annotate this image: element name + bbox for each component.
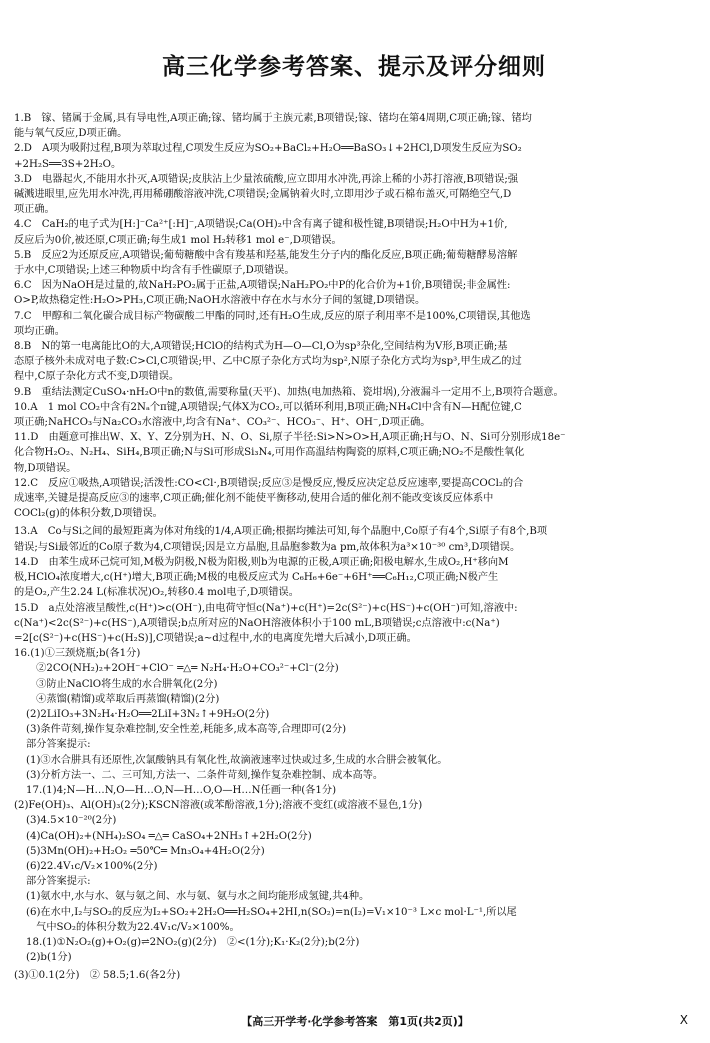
text-line: 极,HClO₄浓度增大,c(H⁺)增大,B项正确;M极的电极反应式为 C₆H₆+6e⁻+6H⁺══C₆H₁₂,C项正确;N极产生 xyxy=(14,572,499,584)
text-line: 成速率,关键是提高反应③的速率,C项正确;催化剂不能使平衡移动,使用合适的催化剂不能改变该反应体系中 xyxy=(14,493,494,505)
text-line: (2)b(1分) xyxy=(26,952,72,964)
text-line: 项正确。 xyxy=(14,204,55,216)
text-line: (6)在水中,I₂与SO₂的反应为I₂+SO₂+2H₂O══H₂SO₄+2HI,n(SO₂)=n(I₂)=V₁×10⁻³ L×c mol·L⁻¹,所以尾 xyxy=(26,906,517,918)
text-line: 15.D a点处溶液呈酸性,c(H⁺)>c(OH⁻),由电荷守恒c(Na⁺)+c(H⁺)=2c(S²⁻)+c(HS⁻)+c(OH⁻)可知,溶液中: xyxy=(14,602,518,614)
text-line: 4.C CaH₂的电子式为[H:]⁻Ca²⁺[:H]⁻,A项错误;Ca(OH)₂中含有离子键和极性键,B项错误;H₂O中H为+1价, xyxy=(14,219,508,231)
text-line: (6)22.4V₁c/V₂×100%(2分) xyxy=(26,860,158,872)
text-line: O>P,故热稳定性:H₂O>PH₃,C项正确;NaOH水溶液中存在水与水分子间的氢键,D项错误。 xyxy=(14,295,426,307)
text-line: 于水中,C项错误;上述三种物质中均含有手性碳原子,D项错误。 xyxy=(14,265,295,277)
text-line: 9.B 重结法测定CuSO₄·nH₂O中n的数值,需要称量(天平)、加热(电加热箱、瓷坩埚),分液漏斗一定用不上,B项符合题意。 xyxy=(14,386,564,398)
text-line: 部分答案提示: xyxy=(26,876,91,888)
corner-mark: X xyxy=(679,1013,688,1027)
text-line: 1.B 镓、锗属于金属,具有导电性,A项正确;镓、锗均属于主族元素,B项错误;镓、锗均在第4周期,C项正确;镓、锗均 xyxy=(14,113,532,124)
text-line: 5.B 反应2为还原反应,A项错误;葡萄糖酸中含有羧基和羟基,能发生分子内的酯化反应,B项正确;葡萄糖酵易溶解 xyxy=(14,249,518,261)
text-line: +2H₂S══3S+2H₂O。 xyxy=(14,158,122,170)
text-line: ②2CO(NH₂)₂+2OH⁻+ClO⁻ ═△═ N₂H₄·H₂O+CO₃²⁻+Cl⁻(2分) xyxy=(26,663,339,675)
answer-body xyxy=(14,111,694,984)
text-line: c(Na⁺)<2c(S²⁻)+c(HS⁻),A项错误;b点所对应的NaOH溶液体积小于100 mL,B项错误;c点溶液中:c(Na⁺) xyxy=(14,617,500,629)
text-line: (1)氨水中,水与水、氨与氨之间、水与氨、氨与水之间均能形成氢键,共4种。 xyxy=(26,891,370,903)
text-line: 3.D 电器起火,不能用水扑灭,A项错误;皮肤沾上少量浓硫酸,应立即用水冲洗,再涂上稀的小苏打溶液,B项错误;强 xyxy=(14,173,519,185)
text-line: 18.(1)①N₂O₂(g)+O₂(g)⇌2NO₂(g)(2分) ②<(1分);K₁·K₂(2分);b(2分) xyxy=(26,936,360,948)
text-line: 态原子核外未成对电子数:C>Cl,C项错误;甲、乙中C原子杂化方式均为sp²,N原子杂化方式均为sp³,甲生成乙的过 xyxy=(14,356,522,368)
text-line: 程中,C原子杂化方式不变,D项错误。 xyxy=(14,371,180,383)
text-line: 10.A 1 mol CO₂中含有2Nₐ个π键,A项错误;气体X为CO₂,可以循环利用,B项正确;NH₄Cl中含有N—H配位键,C xyxy=(14,401,522,413)
text-line: 部分答案提示: xyxy=(26,739,91,751)
text-line: 物,D项错误。 xyxy=(14,462,77,474)
text-line: 11.D 由题意可推出W、X、Y、Z分别为H、N、O、Si,原子半径:Si>N>O>H,A项正确;H与O、N、Si可分别形成18e⁻ xyxy=(14,432,566,444)
text-line: (3)4.5×10⁻²⁰(2分) xyxy=(26,815,117,827)
text-line: 化合物H₂O₂、N₂H₄、SiH₄,B项正确;N与Si可形成Si₃N₄,可用作高温结构陶瓷的原料,C项正确;NO₂不是酸性氧化 xyxy=(14,447,525,459)
text-line: 12.C 反应①吸热,A项错误;活泼性:CO<Cl·,B项错误;反应③是慢反应,慢反应决定总反应速率,要提高COCl₂的合 xyxy=(14,477,524,489)
text-line: 7.C 甲醇和二氧化碳合成目标产物碳酸二甲酯的同时,还有H₂O生成,反应的原子利用率不是100%,C项错误,其他选 xyxy=(14,310,531,322)
text-line: 17.(1)4;N—H…N,O—H…O,N—H…O,O—H…N任画一种(各1分) xyxy=(26,784,337,796)
text-line: 项正确;NaHCO₃与Na₂CO₃水溶液中,均含有Na⁺、CO₃²⁻、HCO₃⁻、H⁺、OH⁻,D项正确。 xyxy=(14,417,431,429)
text-line: 8.B N的第一电离能比O的大,A项错误;HClO的结构式为H—O—Cl,O为sp³杂化,空间结构为V形,B项正确;基 xyxy=(14,341,508,353)
text-line: COCl₂(g)的体积分数,D项错误。 xyxy=(14,508,163,520)
text-line: 能与氧气反应,D项正确。 xyxy=(14,128,128,140)
text-line: (3)分析方法一、二、三可知,方法一、二条件苛刻,操作复杂难控制、成本高等。 xyxy=(26,769,384,781)
text-line: ③防止NaClO将生成的水合肼氧化(2分) xyxy=(26,678,218,690)
text-line: 2.D A项为吸附过程,B项为萃取过程,C项发生反应为SO₂+BaCl₂+H₂O══BaSO₃↓+2HCl,D项发生反应为SO₂ xyxy=(14,143,522,155)
text-line: =2[c(S²⁻)+c(HS⁻)+c(H₂S)],C项错误;a~d过程中,水的电离度先增大后减小,D项正确。 xyxy=(14,632,417,644)
text-line: (5)3Mn(OH)₂+H₂O₂ ═50℃═ Mn₃O₄+4H₂O(2分) xyxy=(26,845,265,857)
text-line: 项均正确。 xyxy=(14,325,65,337)
text-line: (2)2LiIO₃+3N₂H₄·H₂O══2LiI+3N₂↑+9H₂O(2分) xyxy=(26,708,270,720)
page-footer: 【高三开学考·化学参考答案 第1页(共2页)】 xyxy=(241,1015,469,1028)
text-line: 6.C 因为NaOH是过量的,故NaH₂PO₂属于正盐,A项错误;NaH₂PO₂中P的化合价为+1价,B项错误;非金属性: xyxy=(14,280,511,292)
text-line: 碱溅进眼里,应先用水冲洗,再用稀硼酸溶液冲洗,C项错误;金属钠着火时,立即用沙子或石棉布盖灭,可隔绝空气,D xyxy=(14,189,512,201)
text-line: (3)①0.1(2分) ② 58.5;1.6(各2分) xyxy=(14,970,181,982)
text-line: 16.(1)①三颈烧瓶;b(各1分) xyxy=(14,648,141,660)
text-line: 的是O₂,产生2.24 L(标准状况)O₂,转移0.4 mol电子,D项错误。 xyxy=(14,587,299,599)
text-line: (2)Fe(OH)₃、Al(OH)₃(2分);KSCN溶液(或苯酚溶液,1分);溶液不变红(或溶液不显色,1分) xyxy=(14,800,423,812)
text-line: 13.A Co与Si之间的最短距离为体对角线的1/4,A项正确;根据均摊法可知,每个晶胞中,Co原子有4个,Si原子有8个,B项 xyxy=(14,526,548,538)
text-line: (3)条件苛刻,操作复杂难控制,安全性差,耗能多,成本高等,合理即可(2分) xyxy=(26,724,347,736)
text-line: 气中SO₂的体积分数为22.4V₁c/V₂×100%。 xyxy=(26,921,240,933)
text-line: ④蒸馏(精馏)或萃取后再蒸馏(精馏)(2分) xyxy=(26,693,220,705)
text-line: 错误;与Si最邻近的Co原子数为4,C项错误;因是立方晶胞,且晶胞参数为a pm,故体积为a³×10⁻³⁰ cm³,D项错误。 xyxy=(14,541,521,553)
page-title: 高三化学参考答案、提示及评分细则 xyxy=(162,54,546,80)
text-line: (1)③水合肼具有还原性,次氯酸钠具有氧化性,故滴液速率过快或过多,生成的水合肼会被氧化。 xyxy=(26,754,448,766)
text-line: 14.D 由苯生成环己烷可知,M极为阴极,N极为阳极,则b为电源的正极,A项正确;阳极电解水,生成O₂,H⁺移向M xyxy=(14,556,509,568)
text-line: 反应后为0价,被还原,C项正确;每生成1 mol H₂转移1 mol e⁻,D项错误。 xyxy=(14,234,342,246)
text-line: (4)Ca(OH)₂+(NH₄)₂SO₄ ═△═ CaSO₄+2NH₃↑+2H₂O(2分) xyxy=(26,830,312,842)
